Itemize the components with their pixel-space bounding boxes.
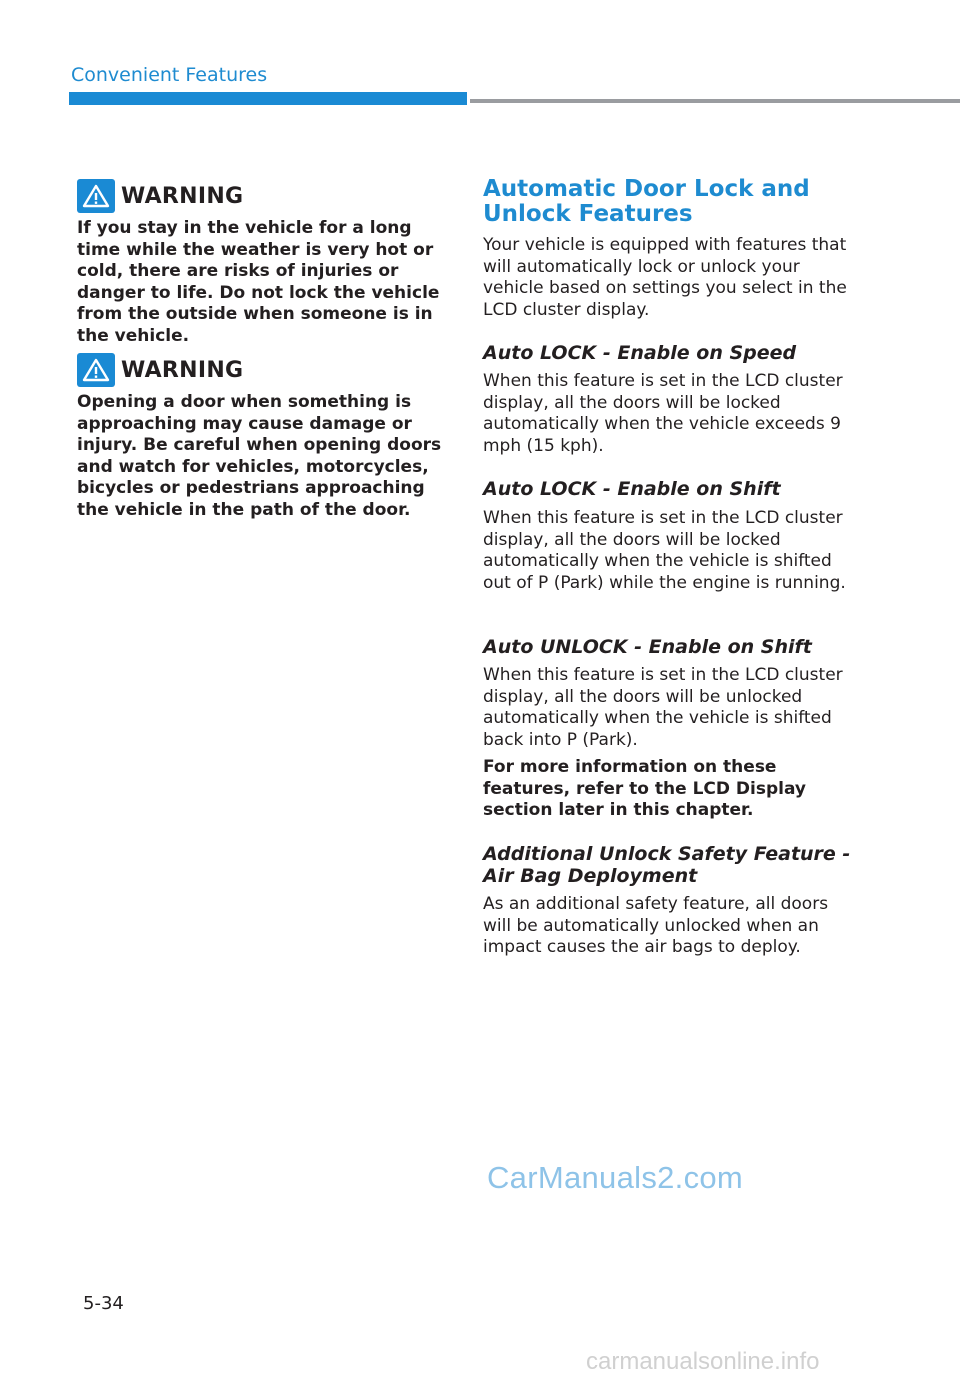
subheading-unlock-shift: Auto UNLOCK - Enable on Shift bbox=[483, 636, 812, 658]
warning-text-2: Opening a door when something is approaching may cause damage or injury. Be careful when opening doors and watch for vehicles, motorcycles, bicycles or pedestrians approaching the vehicle in the path of the door. bbox=[77, 392, 442, 520]
header-rule-blue bbox=[69, 92, 467, 105]
intro-text: Your vehicle is equipped with features that will automatically lock or unlock your vehicle based on settings you select in the LCD cluster display. bbox=[483, 235, 847, 320]
text-lock-shift: When this feature is set in the LCD cluster display, all the doors will be locked automatically when the vehicle is shifted out of P (Park) while the engine is running. bbox=[483, 508, 846, 593]
text-lock-speed: When this feature is set in the LCD cluster display, all the doors will be locked automatically when the vehicle exceeds 9 mph (15 kph). bbox=[483, 371, 843, 456]
footer-site-mark: carmanualsonline.info bbox=[586, 1348, 820, 1375]
section-title: Automatic Door Lock and Unlock Features bbox=[483, 176, 810, 227]
subheading-lock-shift: Auto LOCK - Enable on Shift bbox=[483, 478, 781, 500]
header-section-title: Convenient Features bbox=[71, 64, 268, 86]
text-unlock-shift: When this feature is set in the LCD cluster display, all the doors will be unlocked automatically when the vehicle is shifted back into P (Park). bbox=[483, 665, 843, 750]
warning-header-2 bbox=[77, 353, 243, 387]
text-airbag: As an additional safety feature, all doors will be automatically unlocked when an impact causes the air bags to deploy. bbox=[483, 894, 829, 957]
subheading-airbag: Additional Unlock Safety Feature - Air Bag Deployment bbox=[483, 843, 851, 887]
warning-label-1: WARNING bbox=[121, 183, 244, 209]
warning-text-1: If you stay in the vehicle for a long time while the weather is very hot or cold, there are risks of injuries or danger to life. Do not lock the vehicle from the outside when someone is in the vehicle. bbox=[77, 218, 440, 346]
warning-label-2: WARNING bbox=[121, 357, 244, 383]
page-number: 5-34 bbox=[83, 1293, 124, 1314]
subheading-lock-speed: Auto LOCK - Enable on Speed bbox=[483, 342, 797, 364]
warning-triangle-icon bbox=[77, 353, 115, 387]
watermark: CarManuals2.com bbox=[487, 1160, 744, 1195]
warning-header-1 bbox=[77, 179, 243, 213]
warning-triangle-icon bbox=[77, 179, 115, 213]
more-info-note: For more information on these features, refer to the LCD Display section later in this chapter. bbox=[483, 757, 806, 820]
header-rule-grey bbox=[470, 99, 960, 103]
